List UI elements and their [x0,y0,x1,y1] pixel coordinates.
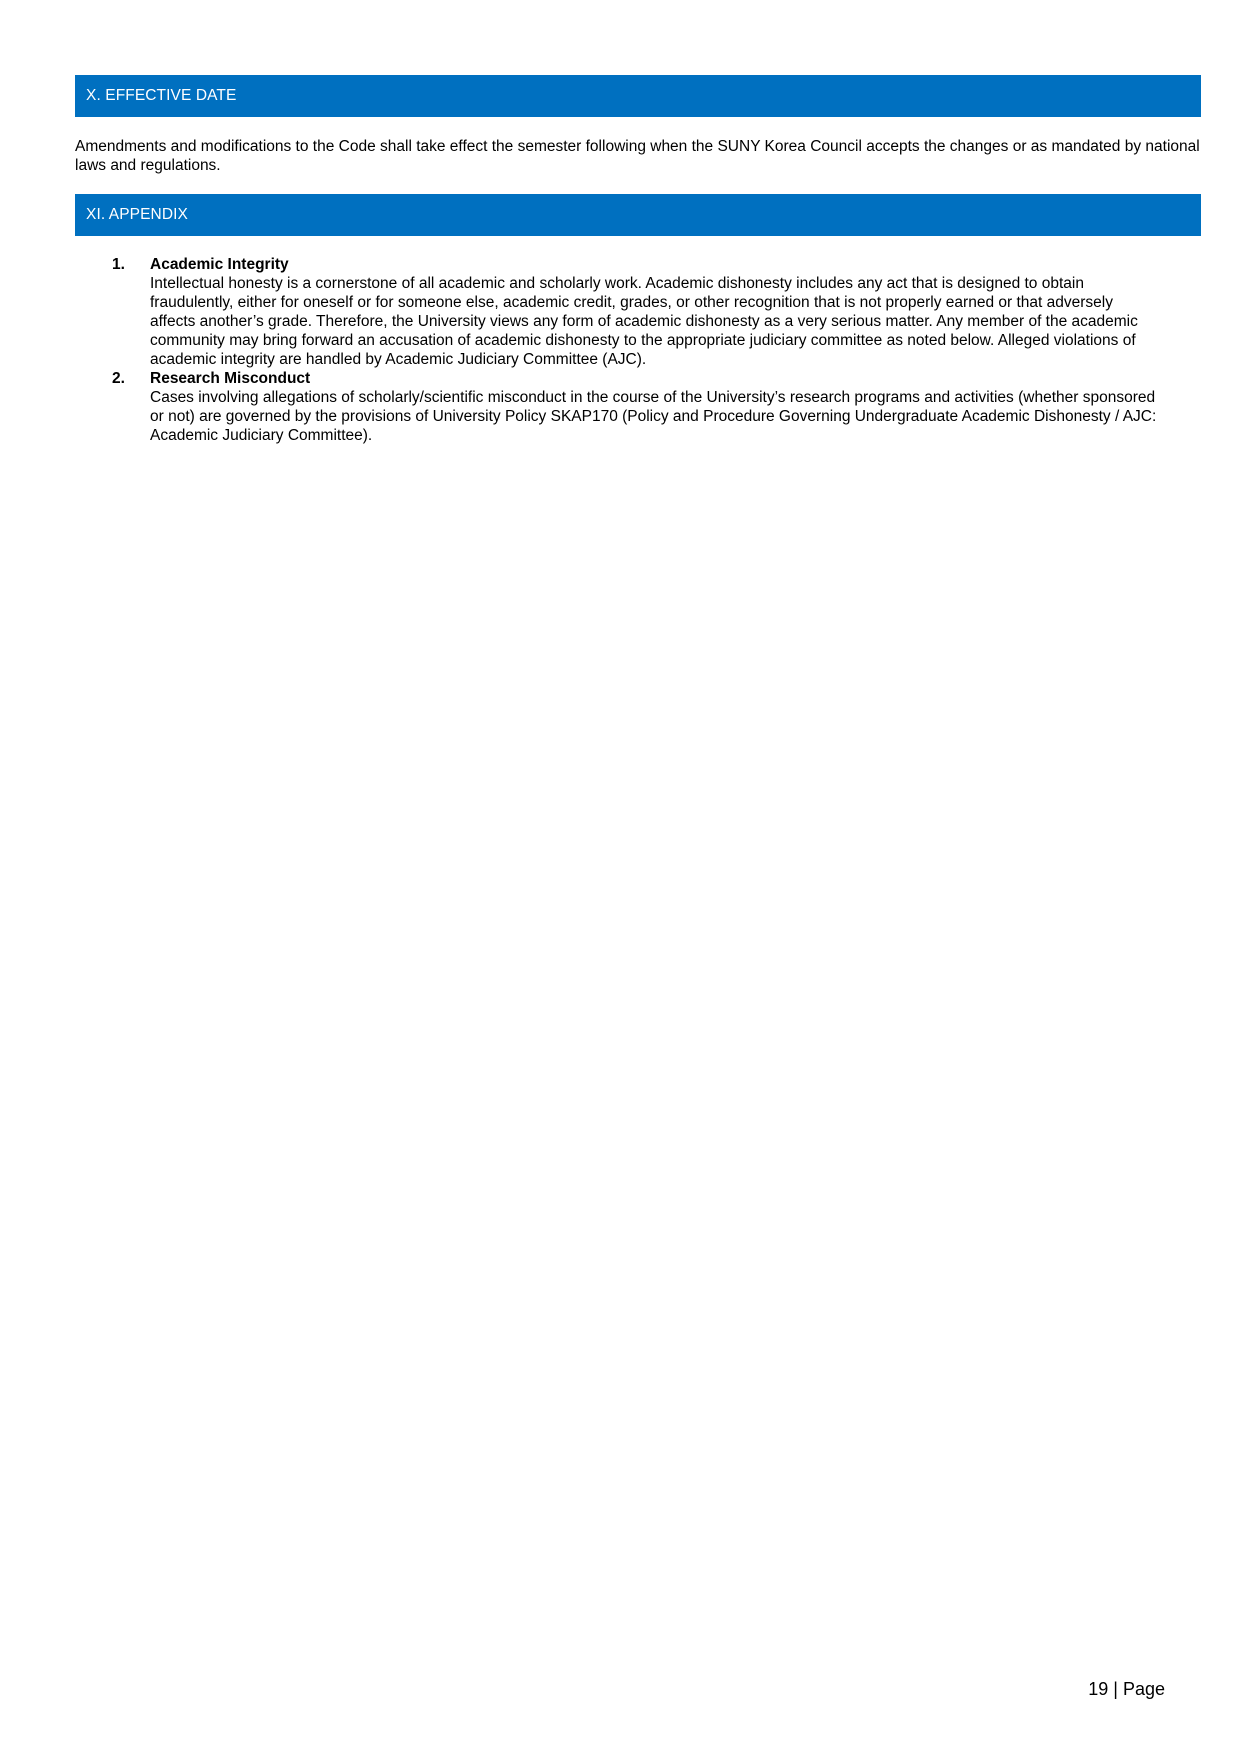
section-heading-appendix: XI. APPENDIX [75,194,1201,236]
effective-date-paragraph: Amendments and modifications to the Code shall take effect the semester following when the SUNY Korea Council accepts the changes or as mandated by national laws and regulations. [75,138,1200,174]
list-item-body: Cases involving allegations of scholarly/scientific misconduct in the course of the University’s research programs and activities (whether sponsored or not) are governed by the provisions of University Policy SKAP170 (Policy and Procedure Governing Undergraduate Academic Dishonesty / AJC: Academic Judiciary Committee). [150,389,1157,444]
list-item-academic-integrity [75,255,1160,369]
section-heading-effective-date: X. EFFECTIVE DATE [75,75,1201,117]
page-number: 19 | Page [1088,1679,1165,1699]
list-item-title: Research Misconduct [150,370,311,387]
list-item-research-misconduct [75,369,1160,445]
appendix-list [75,255,1201,445]
list-item-body: Intellectual honesty is a cornerstone of all academic and scholarly work. Academic dishonesty includes any act that is designed to obtain fraudulently, either for oneself or for someone else, academic credit, grades, or other recognition that is not properly earned or that adversely affects another’s grade. Therefore, the University views any form of academic dishonesty as a very serious matter. Any member of the academic community may bring forward an accusation of academic dishonesty to the appropriate judiciary committee as noted below. Alleged violations of academic integrity are handled by Academic Judiciary Committee (AJC). [150,275,1138,368]
list-item-title: Academic Integrity [150,256,289,273]
list-item-number: 1. [112,256,125,273]
list-item-number: 2. [112,370,125,387]
